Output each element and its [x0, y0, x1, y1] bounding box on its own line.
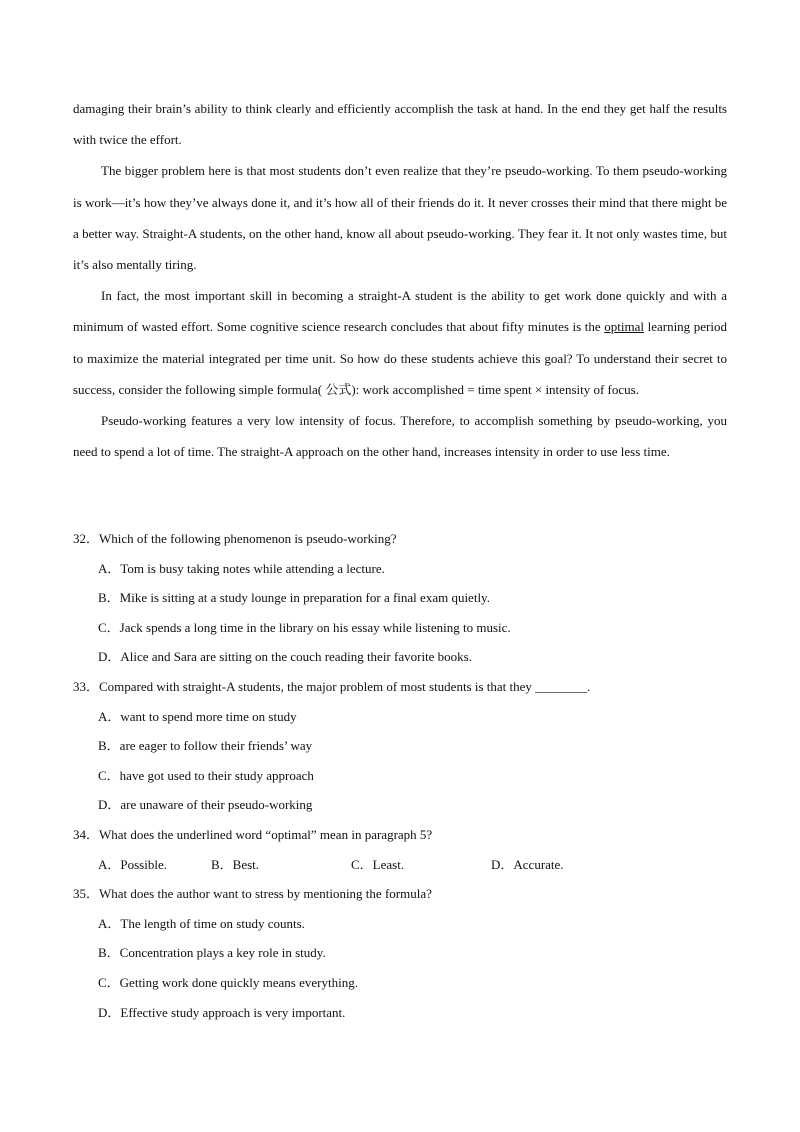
- option-c: C．Jack spends a long time in the library on his essay while listening to music.: [98, 619, 511, 635]
- option-a: A．Tom is busy taking notes while attending a lecture.: [98, 560, 385, 576]
- option-c: C．Getting work done quickly means everything.: [98, 974, 358, 990]
- paragraph-2: The bigger problem here is that most students don’t even realize that they’re pseudo-working. To them pseudo-working is work—it’s how they’ve always done it, and it’s how all of their friends do it. It never crosses their mind that there might be a better way. Straight-A students, on the other hand, know all about pseudo-working. They fear it. It not only wastes time, but it’s also mentally tiring.: [73, 163, 727, 273]
- question-34: [73, 820, 727, 879]
- question-stem: 32．Which of the following phenomenon is pseudo-working?: [73, 531, 397, 546]
- option-d: D．are unaware of their pseudo-working: [98, 797, 313, 813]
- option-a: A．want to spend more time on study: [98, 708, 297, 724]
- option-row: [73, 850, 727, 880]
- option-b: B．Mike is sitting at a study lounge in preparation for a final exam quietly.: [98, 590, 490, 606]
- paragraph-3-part-1: In fact, the most important skill in becoming a straight-A student is the ability to get work done quickly and with a minimum of wasted effort. Some cognitive science research concludes that about fifty minutes is the: [73, 288, 727, 335]
- paragraph-1: damaging their brain’s ability to think clearly and efficiently accomplish the task at hand. In the end they get half the results with twice the effort.: [73, 101, 727, 148]
- question-stem: 34．What does the underlined word “optimal” mean in paragraph 5?: [73, 826, 433, 842]
- question-35: [73, 879, 727, 1027]
- option-c: C．Least.: [351, 856, 405, 872]
- question-stem: 35．What does the author want to stress by mentioning the formula?: [73, 886, 432, 902]
- question-33: [73, 672, 727, 820]
- option-b: B．are eager to follow their friends’ way: [98, 738, 313, 754]
- option-b: B．Best.: [211, 856, 260, 872]
- option-d: D．Alice and Sara are sitting on the couch reading their favorite books.: [98, 649, 472, 665]
- question-32: [73, 524, 727, 672]
- option-d: D．Effective study approach is very important.: [98, 1004, 346, 1020]
- question-stem: 33．Compared with straight-A students, the major problem of most students is that they ________.: [73, 678, 591, 694]
- question-list: [73, 524, 727, 1027]
- paragraph-3: [73, 280, 727, 405]
- option-b: B．Concentration plays a key role in study.: [98, 945, 326, 961]
- paragraph-4: Pseudo-working features a very low intensity of focus. Therefore, to accomplish something by pseudo-working, you need to spend a lot of time. The straight-A approach on the other hand, increases intensity in order to use less time.: [73, 413, 727, 460]
- option-a: A．Possible.: [98, 856, 167, 872]
- paragraph-3-part-2: learning period to maximize the material integrated per time unit. So how do these students achieve this goal? To understand their secret to success, consider the following simple formula( 公式): work accomplished = time spent × intensity of focus.: [73, 319, 727, 397]
- option-d: D．Accurate.: [491, 856, 564, 872]
- option-a: A．The length of time on study counts.: [98, 915, 305, 931]
- reading-passage: [73, 93, 727, 467]
- underlined-word: optimal: [604, 319, 644, 335]
- option-c: C．have got used to their study approach: [98, 767, 314, 783]
